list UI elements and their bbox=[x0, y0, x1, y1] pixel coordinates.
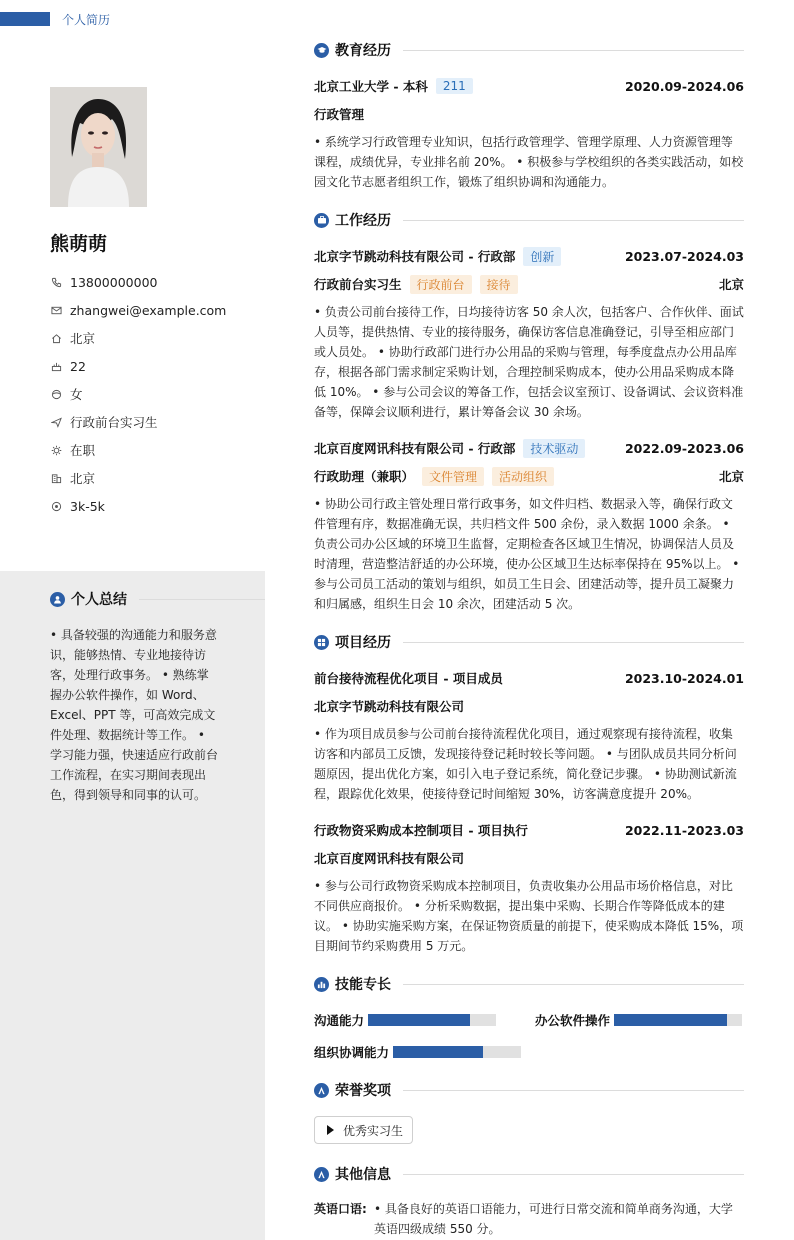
skill-tag: 活动组织 bbox=[492, 467, 554, 486]
work-role-row bbox=[314, 274, 744, 294]
info-text: 北京 bbox=[70, 331, 96, 346]
projects-title: 项目经历 bbox=[335, 635, 391, 651]
skill-tag: 文件管理 bbox=[422, 467, 484, 486]
work-title: 工作经历 bbox=[335, 213, 391, 229]
skill-bar-fill bbox=[614, 1014, 727, 1026]
skills-title: 技能专长 bbox=[335, 977, 391, 993]
other-label: 英语口语: bbox=[314, 1202, 367, 1216]
education-entry-header bbox=[314, 76, 744, 96]
info-text: 行政前台实习生 bbox=[70, 415, 158, 430]
status-icon bbox=[50, 444, 62, 456]
skill-tag: 接待 bbox=[480, 275, 518, 294]
info-text: 在职 bbox=[70, 443, 96, 458]
profile-photo bbox=[50, 87, 147, 207]
project-name: 行政物资采购成本控制项目 - 项目执行 bbox=[314, 823, 528, 838]
skill-tag: 行政前台 bbox=[410, 275, 472, 294]
info-text: 13800000000 bbox=[70, 274, 158, 290]
work-period: 2023.07-2024.03 bbox=[624, 248, 744, 264]
other-title: 其他信息 bbox=[335, 1167, 391, 1183]
education-period: 2020.09-2024.06 bbox=[624, 78, 744, 94]
email-icon bbox=[50, 304, 62, 316]
info-icon bbox=[314, 1167, 329, 1182]
work-description: • 协助公司行政主管处理日常行政事务，如文件归档、数据录入等，确保行政文件管理有序，数据准确无误，共归档文件 500 余份，录入数据 1000 余条。 • 负责公司办公区域的环境卫生监督，定期检查各区域卫生情况，协调保洁人员及时清理，营造整洁舒适的办公环境，使办公区域卫生达标率保持在 95%以上。 • 参与公司员工活动的策划与组织，如员工生日会、团建活动等，提升员工凝聚力和归属感，组织生日会 10 余次，团建活动 5 次。 bbox=[314, 497, 740, 611]
company-tag: 技术驱动 bbox=[523, 439, 585, 458]
job-role: 行政助理（兼职） bbox=[314, 469, 415, 484]
company-name: 北京字节跳动科技有限公司 - 行政部 bbox=[314, 249, 516, 264]
salary-icon bbox=[50, 500, 62, 512]
summary-section-header bbox=[50, 589, 265, 609]
section-divider bbox=[403, 220, 744, 221]
info-text: zhangwei@example.com bbox=[70, 302, 227, 318]
project-company: 北京字节跳动科技有限公司 bbox=[314, 699, 465, 714]
graduation-cap-icon bbox=[314, 43, 329, 58]
skills-section-header bbox=[314, 974, 744, 994]
age-icon bbox=[50, 360, 62, 372]
education-title: 教育经历 bbox=[335, 43, 391, 59]
phone-icon bbox=[50, 276, 62, 288]
portrait-image bbox=[50, 87, 147, 207]
project-company-row bbox=[314, 696, 744, 716]
job-city: 北京 bbox=[718, 469, 744, 484]
work-description: • 负责公司前台接待工作，日均接待访客 50 余人次，包括客户、合作伙伴、面试人员等，提供热情、专业的接待服务，确保访客信息准确登记，引导至相应部门或人员处。 • 协助行政部门进行办公用品的采购与管理，每季度盘点办公用品库存，根据各部门需求制定采购计划，合理控制采购成本，使办公用品采购成本降低 10%。 • 参与公司会议的筹备工作，包括会议室预订、设备调试、会议资料准备等，保障会议顺利进行，累计筹备会议 30 余场。 bbox=[314, 305, 744, 419]
projects-section-header bbox=[314, 632, 744, 652]
section-divider bbox=[403, 642, 744, 643]
skill-bar-track bbox=[368, 1014, 496, 1026]
section-divider bbox=[139, 599, 265, 600]
info-phone bbox=[50, 268, 226, 296]
other-text: • 具备良好的英语口语能力，可进行日常交流和简单商务沟通，大学英语四级成绩 550 分。 bbox=[374, 1202, 733, 1236]
info-salary bbox=[50, 492, 226, 520]
skill-name: 沟通能力 bbox=[314, 1013, 365, 1028]
job-role: 行政前台实习生 bbox=[314, 277, 402, 292]
education-description: • 系统学习行政管理专业知识，包括行政管理学、管理学原理、人力资源管理等课程，成绩优异，专业排名前 20%。 • 积极参与学校组织的各类实践活动，如校园文化节志愿者组织工作，锻炼了组织协调和沟通能力。 bbox=[314, 135, 744, 189]
home-icon bbox=[50, 332, 62, 344]
info-text: 北京 bbox=[70, 471, 96, 486]
brand-bar bbox=[0, 12, 50, 26]
summary-title: 个人总结 bbox=[71, 592, 127, 608]
project-period: 2023.10-2024.01 bbox=[624, 670, 744, 686]
company-tag: 创新 bbox=[523, 247, 561, 266]
school-name: 北京工业大学 - 本科 bbox=[314, 79, 428, 94]
work-section-header bbox=[314, 210, 744, 230]
section-divider bbox=[403, 984, 744, 985]
project-name: 前台接待流程优化项目 - 项目成员 bbox=[314, 671, 503, 686]
skill-row bbox=[535, 1012, 742, 1028]
section-divider bbox=[403, 50, 744, 51]
project-company: 北京百度网讯科技有限公司 bbox=[314, 851, 465, 866]
brand-title: 个人简历 bbox=[62, 13, 111, 27]
briefcase-icon bbox=[314, 213, 329, 228]
education-major: 行政管理 bbox=[314, 107, 365, 122]
work-period: 2022.09-2023.06 bbox=[624, 440, 744, 456]
grid-icon bbox=[314, 635, 329, 650]
play-icon bbox=[327, 1125, 334, 1135]
info-age bbox=[50, 352, 226, 380]
info-city bbox=[50, 464, 226, 492]
awards-title: 荣誉奖项 bbox=[335, 1083, 391, 1099]
info-text: 3k-5k bbox=[70, 498, 105, 514]
skill-bar-fill bbox=[368, 1014, 470, 1026]
skill-row bbox=[314, 1044, 521, 1060]
award-item[interactable] bbox=[314, 1116, 413, 1144]
project-entry-header bbox=[314, 820, 744, 840]
award-label: 优秀实习生 bbox=[343, 1123, 404, 1138]
info-gender bbox=[50, 380, 226, 408]
gender-icon bbox=[50, 388, 62, 400]
city-icon bbox=[50, 472, 62, 484]
info-job-target bbox=[50, 408, 226, 436]
skill-row bbox=[314, 1012, 496, 1028]
skill-name: 组织协调能力 bbox=[314, 1045, 390, 1060]
skill-bar-fill bbox=[393, 1046, 483, 1058]
project-period: 2022.11-2023.03 bbox=[624, 822, 744, 838]
info-status bbox=[50, 436, 226, 464]
award-icon bbox=[314, 1083, 329, 1098]
education-major-row bbox=[314, 104, 744, 124]
project-company-row bbox=[314, 848, 744, 868]
bar-chart-icon bbox=[314, 977, 329, 992]
profile-name: 熊萌萌 bbox=[50, 233, 108, 255]
summary-text: • 具备较强的沟通能力和服务意识，能够热情、专业地接待访客，处理行政事务。 • 熟练掌握办公软件操作，如 Word、Excel、PPT 等，可高效完成文件处理、数据统计等工作。 • 学习能力强，快速适应行政前台工作流程，在实习期间表现出色，得到领导和同事的认可。 bbox=[50, 628, 219, 802]
section-divider bbox=[403, 1174, 744, 1175]
info-text: 22 bbox=[70, 358, 86, 374]
project-description: • 作为项目成员参与公司前台接待流程优化项目，通过观察现有接待流程，收集访客和内部员工反馈，发现接待登记耗时较长等问题。 • 与团队成员共同分析问题原因，提出优化方案，如引入电子登记系统，简化登记步骤。 • 协助测试新流程，跟踪优化效果，使接待登记时间缩短 30%，访客满意度提升 20%。 bbox=[314, 727, 737, 801]
info-email bbox=[50, 296, 226, 324]
project-entry-header bbox=[314, 668, 744, 688]
contact-info-list bbox=[50, 268, 226, 520]
job-target-icon bbox=[50, 416, 62, 428]
school-tag: 211 bbox=[436, 78, 473, 94]
work-role-row bbox=[314, 466, 744, 486]
skill-bar-track bbox=[614, 1014, 742, 1026]
info-text: 女 bbox=[70, 387, 83, 402]
project-description: • 参与公司行政物资采购成本控制项目，负责收集办公用品市场价格信息，对比不同供应商报价。 • 分析采购数据，提出集中采购、长期合作等降低成本的建议。 • 协助实施采购方案，在保证物资质量的前提下，使采购成本降低 15%，项目期间节约采购费用 5 万元。 bbox=[314, 879, 744, 953]
other-info-row bbox=[314, 1199, 744, 1239]
company-name: 北京百度网讯科技有限公司 - 行政部 bbox=[314, 441, 516, 456]
section-divider bbox=[403, 1090, 744, 1091]
education-section-header bbox=[314, 40, 744, 60]
work-entry-header bbox=[314, 246, 744, 266]
info-home bbox=[50, 324, 226, 352]
skill-name: 办公软件操作 bbox=[535, 1013, 611, 1028]
skill-bar-track bbox=[393, 1046, 521, 1058]
work-entry-header bbox=[314, 438, 744, 458]
other-section-header bbox=[314, 1164, 744, 1184]
job-city: 北京 bbox=[718, 277, 744, 292]
user-icon bbox=[50, 592, 65, 607]
awards-section-header bbox=[314, 1080, 744, 1100]
